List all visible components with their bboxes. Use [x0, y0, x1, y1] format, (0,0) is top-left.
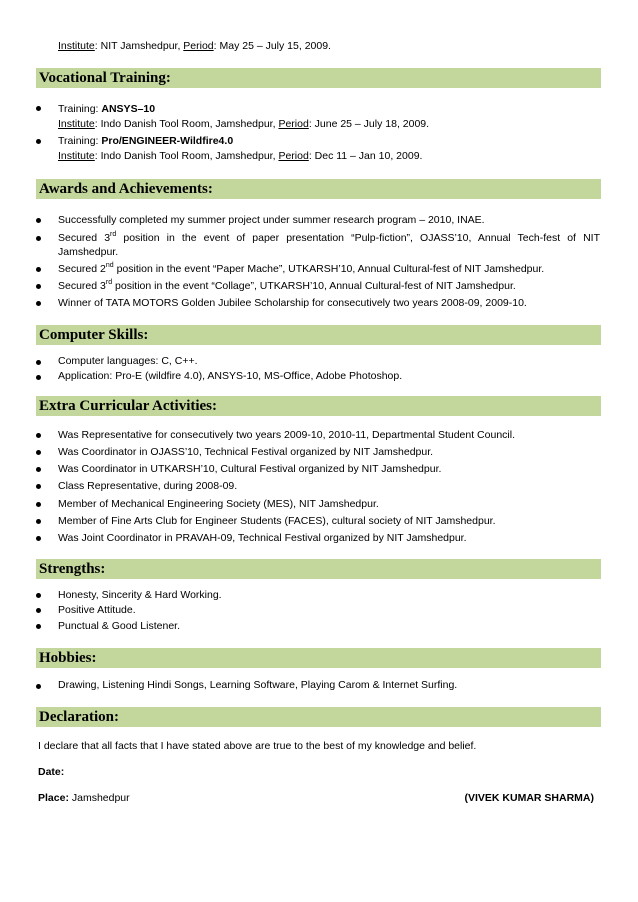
bullet-icon [36, 624, 41, 629]
list-item [58, 262, 544, 276]
award-text: position in the event “Collage”, UTKARSH’10, Annual Cultural-fest of NIT Jamshedpur. [112, 280, 516, 292]
bullet-icon [36, 684, 41, 689]
signature-name: (VIVEK KUMAR SHARMA) [464, 792, 594, 804]
training-name: Pro/ENGINEER-Wildfire4.0 [101, 135, 234, 147]
bullet-icon [36, 484, 41, 489]
list-item: Drawing, Listening Hindi Songs, Learning Software, Playing Carom & Internet Surfing. [58, 679, 458, 691]
training-prefix: Training: [58, 135, 102, 147]
list-item: Was Coordinator in UTKARSH’10, Cultural Festival organized by NIT Jamshedpur. [58, 463, 442, 475]
education-period-line [58, 39, 331, 53]
section-title: Hobbies: [39, 650, 97, 666]
training-name: ANSYS–10 [101, 103, 156, 115]
date-label: Date: [38, 766, 65, 778]
list-item: Was Representative for consecutively two years 2009-10, 2010-11, Departmental Student Council. [58, 429, 515, 441]
period-value: : May 25 – July 15, 2009. [213, 40, 331, 52]
section-header-strengths [36, 559, 601, 579]
section-header-declaration [36, 707, 601, 727]
award-text: position in the event “Paper Mache”, UTKARSH’10, Annual Cultural-fest of NIT Jamshedpur. [113, 263, 545, 275]
list-item [58, 102, 155, 116]
training-prefix: Training: [58, 103, 102, 115]
institute-value: : Indo Danish Tool Room, Jamshedpur, [94, 118, 279, 130]
place-value: Jamshedpur [68, 792, 130, 804]
section-header-hobbies [36, 648, 601, 668]
bullet-icon [36, 433, 41, 438]
bullet-icon [36, 218, 41, 223]
bullet-icon [36, 375, 41, 380]
bullet-icon [36, 519, 41, 524]
list-item: Honesty, Sincerity & Hard Working. [58, 589, 222, 601]
institute-label: Institute [58, 40, 95, 52]
award-text: Secured 2 [58, 263, 106, 275]
bullet-icon [36, 236, 41, 241]
list-item-detail [58, 117, 429, 131]
list-item: Application: Pro-E (wildfire 4.0), ANSYS-10, MS-Office, Adobe Photoshop. [58, 370, 403, 382]
list-item: Successfully completed my summer project under summer research program – 2010, INAE. [58, 214, 485, 226]
section-title: Declaration: [39, 709, 119, 725]
section-title: Computer Skills: [39, 327, 149, 343]
ordinal-suffix: nd [105, 261, 114, 269]
bullet-icon [36, 139, 41, 144]
list-item: Positive Attitude. [58, 604, 136, 616]
period-label: Period [183, 40, 214, 52]
place-line [38, 791, 130, 805]
section-title: Awards and Achievements: [39, 181, 213, 197]
list-item [58, 134, 233, 148]
institute-label: Institute [58, 150, 95, 162]
section-header-skills [36, 325, 601, 345]
bullet-icon [36, 593, 41, 598]
list-item: Was Coordinator in OJASS’10, Technical Festival organized by NIT Jamshedpur. [58, 446, 434, 458]
period-label: Period [278, 118, 309, 130]
bullet-icon [36, 284, 41, 289]
declaration-text: I declare that all facts that I have stated above are true to the best of my knowledge and belief. [38, 740, 477, 752]
award-text: position in the event of paper presentation “Pulp-fiction”, OJASS’10, Annual Tech-fest of NIT Jamshedpur. [58, 232, 600, 258]
section-title: Strengths: [39, 561, 106, 577]
bullet-icon [36, 608, 41, 613]
bullet-icon [36, 360, 41, 365]
list-item: Member of Fine Arts Club for Engineer Students (FACES), cultural society of NIT Jamshedpur. [58, 515, 496, 527]
period-label: Period [278, 150, 309, 162]
ordinal-suffix: rd [110, 230, 117, 238]
bullet-icon [36, 106, 41, 111]
institute-value: : NIT Jamshedpur, [94, 40, 184, 52]
section-title: Vocational Training: [39, 70, 171, 86]
section-header-extra [36, 396, 601, 416]
period-value: : June 25 – July 18, 2009. [308, 118, 430, 130]
award-text: Secured 3 [58, 280, 106, 292]
list-item [58, 231, 600, 259]
list-item: Computer languages: C, C++. [58, 355, 198, 367]
section-title: Extra Curricular Activities: [39, 398, 218, 414]
list-item: Was Joint Coordinator in PRAVAH-09, Technical Festival organized by NIT Jamshedpur. [58, 532, 467, 544]
list-item: Class Representative, during 2008-09. [58, 480, 238, 492]
place-label: Place: [38, 792, 69, 804]
section-header-awards [36, 179, 601, 199]
bullet-icon [36, 450, 41, 455]
list-item: Member of Mechanical Engineering Society (MES), NIT Jamshedpur. [58, 498, 379, 510]
period-value: : Dec 11 – Jan 10, 2009. [308, 150, 423, 162]
bullet-icon [36, 301, 41, 306]
bullet-icon [36, 267, 41, 272]
bullet-icon [36, 502, 41, 507]
section-header-vocational [36, 68, 601, 88]
bullet-icon [36, 536, 41, 541]
award-text: Secured 3 [58, 232, 111, 244]
ordinal-suffix: rd [105, 278, 113, 286]
list-item [58, 279, 516, 293]
list-item: Winner of TATA MOTORS Golden Jubilee Scholarship for consecutively two years 2008-09, 2009-10. [58, 297, 527, 309]
institute-value: : Indo Danish Tool Room, Jamshedpur, [94, 150, 279, 162]
list-item: Punctual & Good Listener. [58, 620, 180, 632]
bullet-icon [36, 467, 41, 472]
institute-label: Institute [58, 118, 95, 130]
list-item-detail [58, 149, 422, 163]
